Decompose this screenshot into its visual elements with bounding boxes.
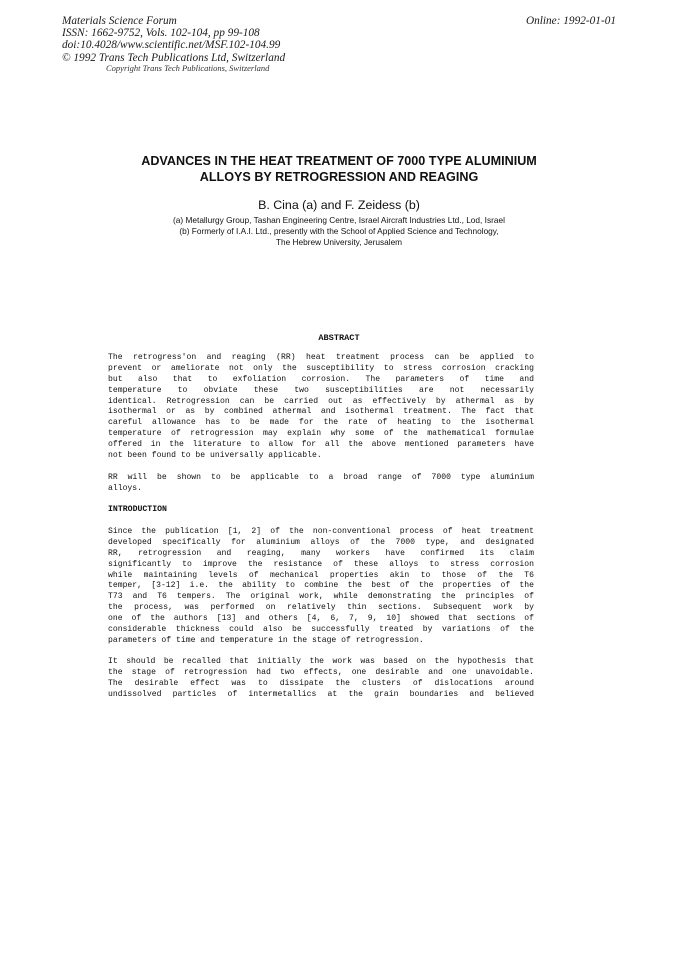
text-line: the process, was performed on relatively thin sections. Subsequent work by [108,603,534,613]
text-line: temperature to obviate these two susceptibilities are not necessarily [108,385,534,395]
affiliation-a: (a) Metallurgy Group, Tashan Engineering Centre, Israel Aircraft Industries Ltd., Lod, Israel [173,215,505,225]
text-line: T73 and T6 tempers. The original work, while demonstrating the principles of [108,592,534,602]
text-line: while maintaining levels of mechanical properties akin to those of the T6 [108,570,534,580]
text-line: careful allowance has to be made for the rate of heating to the isothermal [108,418,534,428]
publisher-watermark: Copyright Trans Tech Publications, Switzerland [106,63,270,73]
online-date: Online: 1992-01-01 [525,15,616,27]
issn-line: ISSN: 1662-9752, Vols. 102-104, pp 99-108 [62,27,260,40]
abstract-paragraph-2 [108,473,534,495]
text-line: parameters of time and temperature in the stage of retrogression. [108,635,424,645]
text-line: isothermal or as by combined athermal and isothermal treatment. The fact that [108,407,534,417]
text-line: temperature of retrogression may explain why some of the mathematical formulae [108,429,534,439]
affiliation-b: (b) Formerly of I.A.I. Ltd., presently with the School of Applied Science and Technology, [179,225,499,236]
doi-line: doi:10.4028/www.scientific.net/MSF.102-104.99 [62,39,281,52]
text-line: prevent or ameliorate not only the susceptibility to stress corrosion cracking [108,363,534,373]
text-line: offered in the literature to allow for all the above mentioned parameters have [108,440,534,450]
text-line: RR, retrogression and reaging, many workers have confirmed its claim [108,548,534,558]
title-line-2: ALLOYS BY RETROGRESSION AND REAGING [199,170,479,184]
affiliations [0,215,678,247]
text-line: considerable thickness could also be successfully treated by variations of the [108,625,534,635]
text-line: one of the authors [13] and others [4, 6, 7, 9, 10] showed that sections of [108,614,534,624]
text-line: It should be recalled that initially the work was based on the hypothesis that [108,657,534,666]
affiliation-b-cont: The Hebrew University, Jerusalem [275,236,403,247]
text-line: undissolved particles of intermetallics at the grain boundaries and believed [108,689,534,699]
title-line-1: ADVANCES IN THE HEAT TREATMENT OF 7000 TYPE ALUMINIUM [141,154,537,168]
text-line: The retrogress'on and reaging (RR) heat treatment process can be applied to [108,353,534,362]
text-line: alloys. [108,483,142,493]
text-line: but also that to exfoliation corrosion. The parameters of time and [108,374,534,384]
introduction-paragraph-1 [108,527,534,647]
journal-name: Materials Science Forum [62,15,177,27]
text-line: Since the publication [1, 2] of the non-conventional process of heat treatment [108,527,534,536]
authors: B. Cina (a) and F. Zeidess (b) [258,198,420,212]
journal-header [62,15,285,64]
text-line: temper, [3-12] i.e. the ability to combine the best of the properties of the [108,581,534,591]
abstract-paragraph-1 [108,353,534,462]
text-line: significantly to improve the resistance of these alloys to stress corrosion [108,559,534,569]
text-line: RR will be shown to be applicable to a broad range of 7000 type aluminium [108,473,534,482]
abstract-heading: ABSTRACT [318,333,360,343]
introduction-paragraph-2 [108,657,534,701]
paper-title [0,153,678,185]
copyright-line: © 1992 Trans Tech Publications Ltd, Switzerland [62,51,286,64]
text-line: the stage of retrogression had two effects, one desirable and one unavoidable. [108,667,534,677]
introduction-heading: INTRODUCTION [108,505,167,514]
text-line: identical. Retrogression can be carried out as effectively by athermal as by [108,396,534,406]
text-line: not been found to be universally applicable. [108,451,322,461]
text-line: developed specifically for aluminium alloys of the 7000 type, and designated [108,537,534,547]
text-line: The desirable effect was to dissipate the clusters of dislocations around [108,678,534,688]
